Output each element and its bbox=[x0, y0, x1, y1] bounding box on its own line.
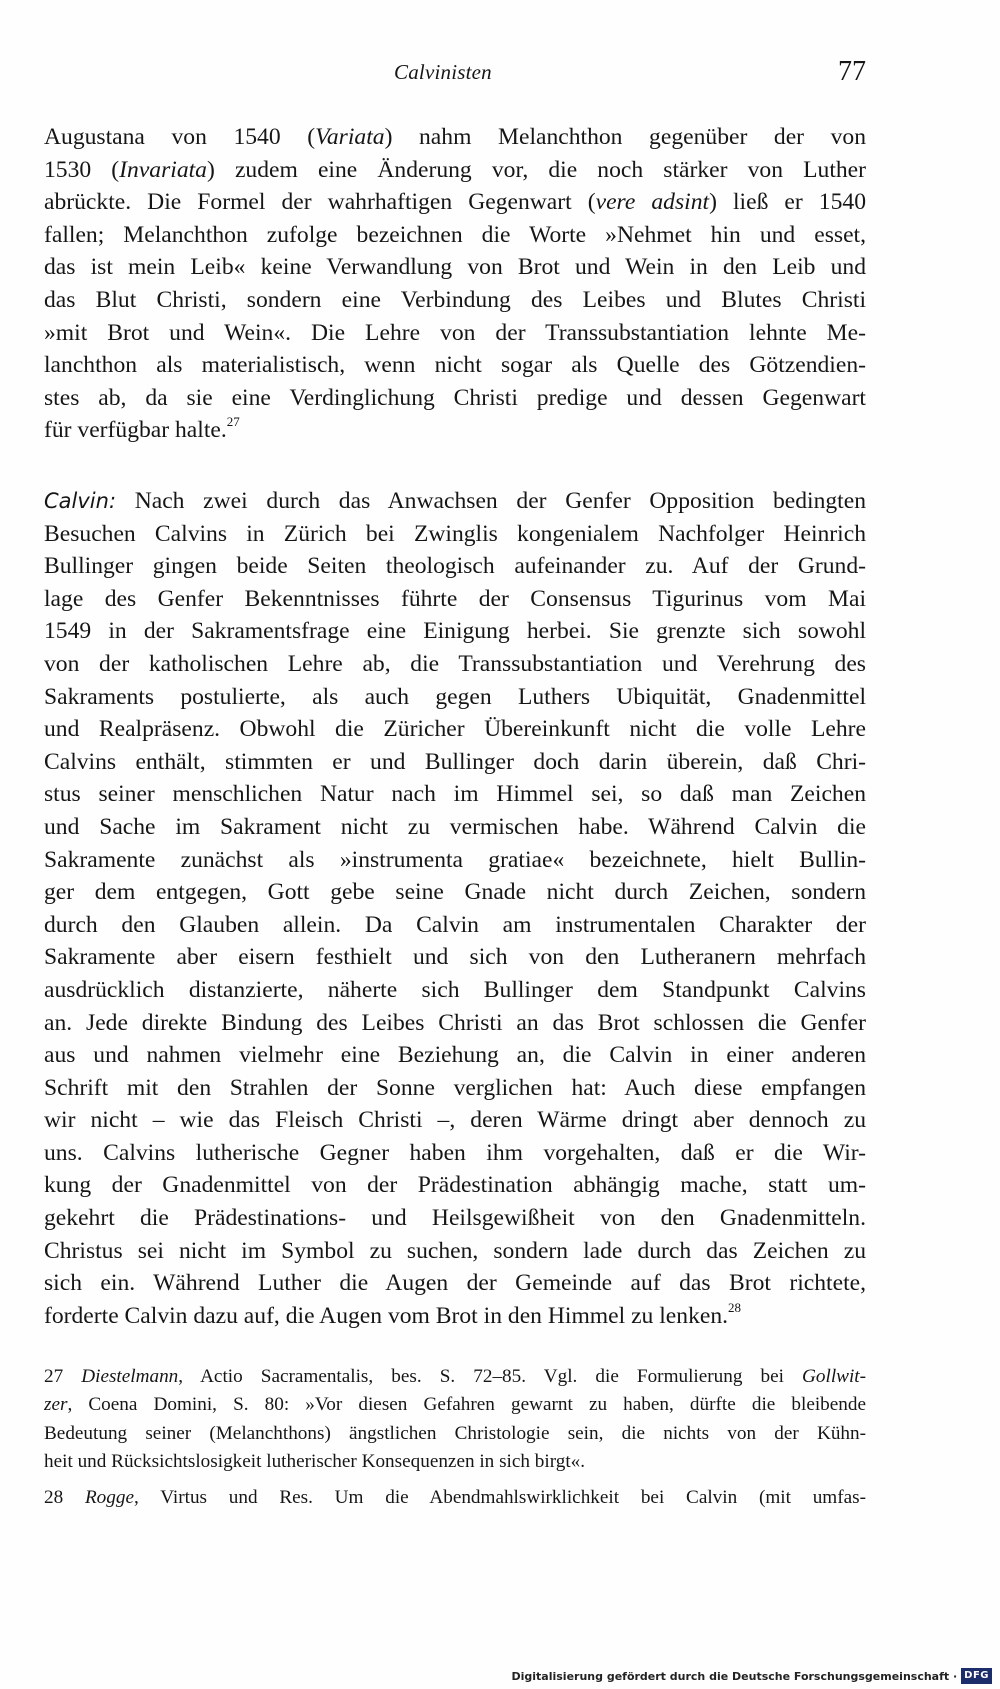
digitization-credit bbox=[511, 1667, 992, 1685]
footnote-28 bbox=[44, 1484, 866, 1512]
footnote-27-line: Bedeutung seiner (Melanchthons) ängstlichen Christologie sein, die nichts von der Kühn- bbox=[44, 1422, 866, 1444]
paragraph-calvin-line: an. Jede direkte Bindung des Leibes Christi an das Brot schlossen die Genfer bbox=[44, 1009, 866, 1036]
paragraph-melanchthon-line: 1530 (Invariata) zudem eine Änderung vor, die noch stärker von Luther bbox=[44, 156, 866, 183]
paragraph-melanchthon-line: »mit Brot und Wein«. Die Lehre von der Transsubstantiation lehnte Me- bbox=[44, 319, 866, 346]
paragraph-calvin-line: von der katholischen Lehre ab, die Transsubstantiation und Verehrung des bbox=[44, 650, 866, 677]
paragraph-calvin-line: Christus sei nicht im Symbol zu suchen, sondern lade durch das Zeichen zu bbox=[44, 1237, 866, 1264]
paragraph-calvin-line: 1549 in der Sakramentsfrage eine Einigung herbei. Sie grenzte sich sowohl bbox=[44, 618, 866, 645]
credit-text: Digitalisierung gefördert durch die Deutsche Forschungsgemeinschaft · bbox=[511, 1669, 958, 1683]
running-head bbox=[44, 54, 866, 94]
footnote-28-line: 28 Rogge, Virtus und Res. Um die Abendmahlswirklichkeit bei Calvin (mit umfas- bbox=[44, 1486, 866, 1508]
paragraph-melanchthon-line: Augustana von 1540 (Variata) nahm Melanchthon gegenüber der von bbox=[44, 124, 866, 150]
paragraph-calvin-line: durch den Glauben allein. Da Calvin am instrumentalen Charakter der bbox=[44, 911, 866, 938]
paragraph-calvin-line: sich ein. Während Luther die Augen der Gemeinde auf das Brot richtete, bbox=[44, 1270, 866, 1297]
paragraph-calvin-line: Calvins enthält, stimmten er und Bullinger doch darin überein, daß Chri- bbox=[44, 748, 866, 775]
paragraph-calvin-line: ausdrücklich distanzierte, näherte sich Bullinger dem Standpunkt Calvins bbox=[44, 976, 866, 1003]
paragraph-melanchthon-line: fallen; Melanchthon zufolge bezeichnen die Worte »Nehmet hin und esset, bbox=[44, 221, 866, 248]
paragraph-calvin-line: Bullinger gingen beide Seiten theologisch aufeinander zu. Auf der Grund- bbox=[44, 553, 866, 580]
paragraph-calvin-line: ger dem entgegen, Gott gebe seine Gnade nicht durch Zeichen, sondern bbox=[44, 879, 866, 906]
footnote-27-line: zer, Coena Domini, S. 80: »Vor diesen Gefahren gewarnt zu haben, dürfte die bleibende bbox=[44, 1394, 866, 1416]
paragraph-melanchthon-line: für verfügbar halte.$^{27}$ bbox=[44, 414, 240, 444]
paragraph-calvin bbox=[44, 485, 866, 1332]
paragraph-melanchthon-line: das ist mein Leib« keine Verwandlung von Brot und Wein in den Leib und bbox=[44, 254, 866, 281]
paragraph-calvin-line: Sakramente aber eisern festhielt und sich von den Lutheranern mehrfach bbox=[44, 944, 866, 971]
paragraph-calvin-line: Calvin: Nach zwei durch das Anwachsen der Genfer Opposition bedingten bbox=[44, 488, 866, 514]
footnote-27-line: 27 Diestelmann, Actio Sacramentalis, bes. S. 72–85. Vgl. die Formulierung bei Gollwit- bbox=[44, 1366, 866, 1387]
paragraph-melanchthon-line: lanchthon als materialistisch, wenn nicht sogar als Quelle des Götzendien- bbox=[44, 352, 866, 379]
footnote-27-line: heit und Rücksichtslosigkeit lutherischer Konsequenzen in sich birgt«. bbox=[44, 1451, 586, 1473]
paragraph-calvin-line: und Sache im Sakrament nicht zu vermischen habe. Während Calvin die bbox=[44, 813, 866, 840]
paragraph-calvin-line: Schrift mit den Strahlen der Sonne verglichen hat: Auch diese empfangen bbox=[44, 1074, 866, 1101]
footnotes bbox=[44, 1363, 866, 1512]
paragraph-calvin-line: aus und nahmen vielmehr eine Beziehung an, die Calvin in einer anderen bbox=[44, 1042, 866, 1069]
section-label-calvin: Calvin: bbox=[44, 489, 117, 513]
running-head-title: Calvinisten bbox=[394, 60, 492, 84]
paragraph-calvin-line: Sakramente zunächst als »instrumenta gratiae« bezeichnete, hielt Bullin- bbox=[44, 846, 866, 873]
paragraph-calvin-line: uns. Calvins lutherische Gegner haben ihm vorgehalten, daß er die Wir- bbox=[44, 1139, 866, 1166]
paragraph-melanchthon bbox=[44, 121, 866, 447]
footnote-27 bbox=[44, 1363, 866, 1477]
paragraph-calvin-line: wir nicht – wie das Fleisch Christi –, deren Wärme dringt aber dennoch zu bbox=[44, 1107, 866, 1134]
paragraph-calvin-line: Besuchen Calvins in Zürich bei Zwinglis kongenialem Nachfolger Heinrich bbox=[44, 520, 866, 547]
paragraph-calvin-line: gekehrt die Prädestinations- und Heilsgewißheit von den Gnadenmitteln. bbox=[44, 1205, 866, 1232]
paragraph-calvin-line: Sakraments postulierte, als auch gegen Luthers Ubiquität, Gnadenmittel bbox=[44, 683, 866, 710]
paragraph-melanchthon-line: abrückte. Die Formel der wahrhaftigen Gegenwart (vere adsint) ließ er 1540 bbox=[44, 189, 866, 216]
page-number: 77 bbox=[838, 56, 866, 87]
paragraph-melanchthon-line: stes ab, da sie eine Verdinglichung Christi predige und dessen Gegenwart bbox=[44, 384, 866, 411]
paragraph-calvin-line: und Realpräsenz. Obwohl die Züricher Übereinkunft nicht die volle Lehre bbox=[44, 716, 866, 743]
paragraph-calvin-line: stus seiner menschlichen Natur nach im Himmel sei, so daß man Zeichen bbox=[44, 781, 866, 808]
paragraph-calvin-line: kung der Gnadenmittel von der Prädestination abhängig mache, statt um- bbox=[44, 1172, 866, 1199]
paragraph-calvin-line: lage des Genfer Bekenntnisses führte der Consensus Tigurinus vom Mai bbox=[44, 585, 866, 612]
paragraph-calvin-line: forderte Calvin dazu auf, die Augen vom Brot in den Himmel zu lenken.$^{28}$ bbox=[44, 1299, 742, 1329]
paragraph-melanchthon-line: das Blut Christi, sondern eine Verbindung des Leibes und Blutes Christi bbox=[44, 286, 866, 313]
dfg-logo: DFG bbox=[961, 1668, 992, 1684]
